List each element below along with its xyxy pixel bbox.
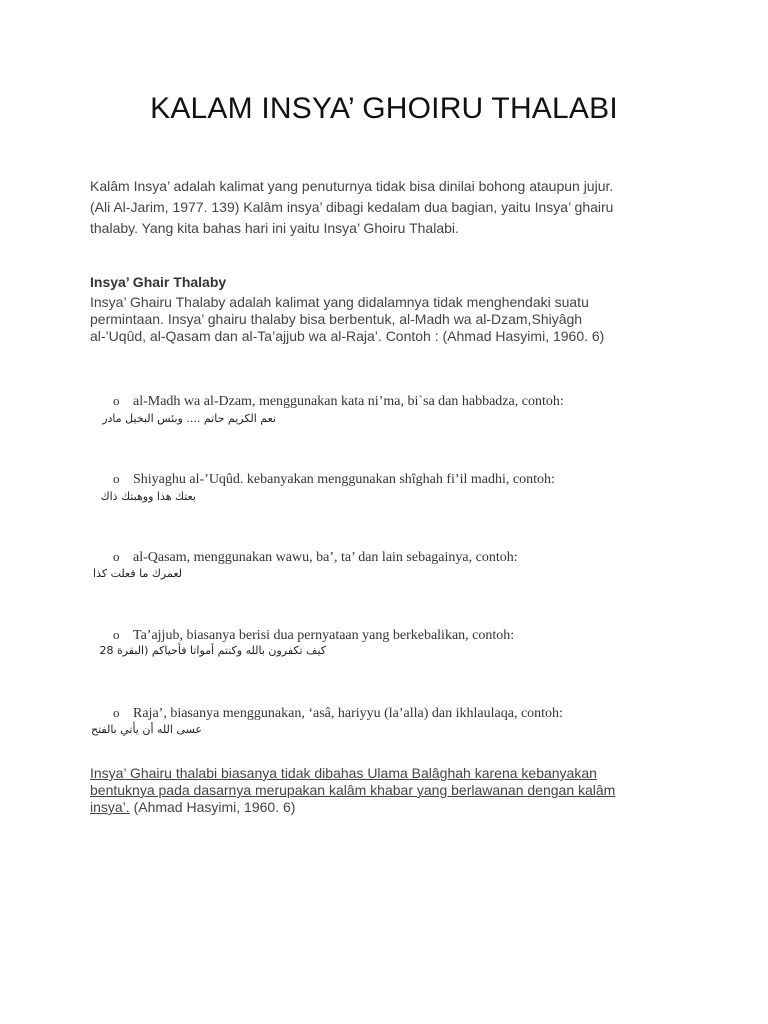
arabic-text: لعمرك ما فعلت كذا	[93, 567, 182, 580]
bullet-text: Ta’ajjub, biasanya berisi dua pernyataan yang berkebalikan, contoh:	[133, 628, 515, 643]
arabic-text: بعتك هذا ووهبتك ذاك	[100, 490, 196, 503]
intro-line: Kalâm Insya’ adalah kalimat yang penuturnya tidak bisa dinilai bohong ataupun jujur.	[90, 178, 614, 194]
closing-underlined-text: insya’.	[90, 799, 130, 815]
arabic-text: كيف تكفرون بالله وكنتم أمواتا فأحياكم (البقرة 28	[99, 644, 326, 657]
closing-line: Insya’ Ghairu thalabi biasanya tidak dibahas Ulama Balâghah karena kebanyakan	[90, 765, 597, 781]
section-heading: Insya’ Ghair Thalaby	[90, 274, 227, 290]
bullet-text: Raja’, biasanya menggunakan, ‘asâ, hariyyu (la’alla) dan ikhlaulaqa, contoh:	[133, 706, 563, 721]
bullet-marker-icon: o	[113, 471, 120, 486]
arabic-example	[90, 723, 202, 736]
bullet-item	[113, 393, 564, 410]
intro-line: thalaby. Yang kita bahas hari ini yaitu Insya’ Ghoiru Thalabi.	[90, 220, 459, 236]
bullet-text: al-Qasam, menggunakan wawu, ba’, ta’ dan lain sebagainya, contoh:	[133, 550, 518, 565]
section-line: al-’Uqûd, al-Qasam dan al-Ta’ajjub wa al-Raja’. Contoh : (Ahmad Hasyimi, 1960. 6)	[90, 328, 605, 344]
bullet-text: Shiyaghu al-’Uqûd. kebanyakan menggunakan shîghah fi’il madhi, contoh:	[133, 472, 555, 487]
section-paragraph	[90, 294, 690, 345]
bullet-marker-icon: o	[113, 393, 120, 408]
bullet-marker-icon: o	[113, 705, 120, 720]
intro-line: (Ali Al-Jarim, 1977. 139) Kalâm insya’ dibagi kedalam dua bagian, yaitu Insya’ ghairu	[90, 199, 614, 215]
bullet-item	[113, 471, 555, 488]
closing-paragraph	[90, 765, 690, 816]
arabic-example	[90, 567, 182, 580]
bullet-marker-icon: o	[113, 627, 120, 642]
arabic-text: عسى الله أن يأتي بالفتح	[90, 723, 202, 736]
arabic-example	[90, 644, 326, 657]
bullet-item	[113, 627, 514, 644]
arabic-example	[90, 490, 196, 503]
bullet-item	[113, 549, 518, 566]
page-title: KALAM INSYA’ GHOIRU THALABI	[150, 92, 618, 125]
arabic-example	[90, 412, 276, 425]
closing-citation: (Ahmad Hasyimi, 1960. 6)	[129, 799, 296, 815]
section-line: Insya’ Ghairu Thalaby adalah kalimat yang didalamnya tidak menghendaki suatu	[90, 294, 589, 310]
bullet-text: al-Madh wa al-Dzam, menggunakan kata ni’ma, bi`sa dan habbadza, contoh:	[133, 394, 564, 409]
closing-line: bentuknya pada dasarnya merupakan kalâm khabar yang berlawanan dengan kalâm	[90, 782, 616, 798]
bullet-item	[113, 705, 563, 722]
intro-paragraph	[90, 176, 690, 239]
arabic-text: نعم الكريم حاتم .... وبئس البخيل مادر	[102, 412, 276, 425]
section-line: permintaan. Insya’ ghairu thalaby bisa berbentuk, al-Madh wa al-Dzam,Shiyâgh	[90, 311, 583, 327]
bullet-marker-icon: o	[113, 549, 120, 564]
